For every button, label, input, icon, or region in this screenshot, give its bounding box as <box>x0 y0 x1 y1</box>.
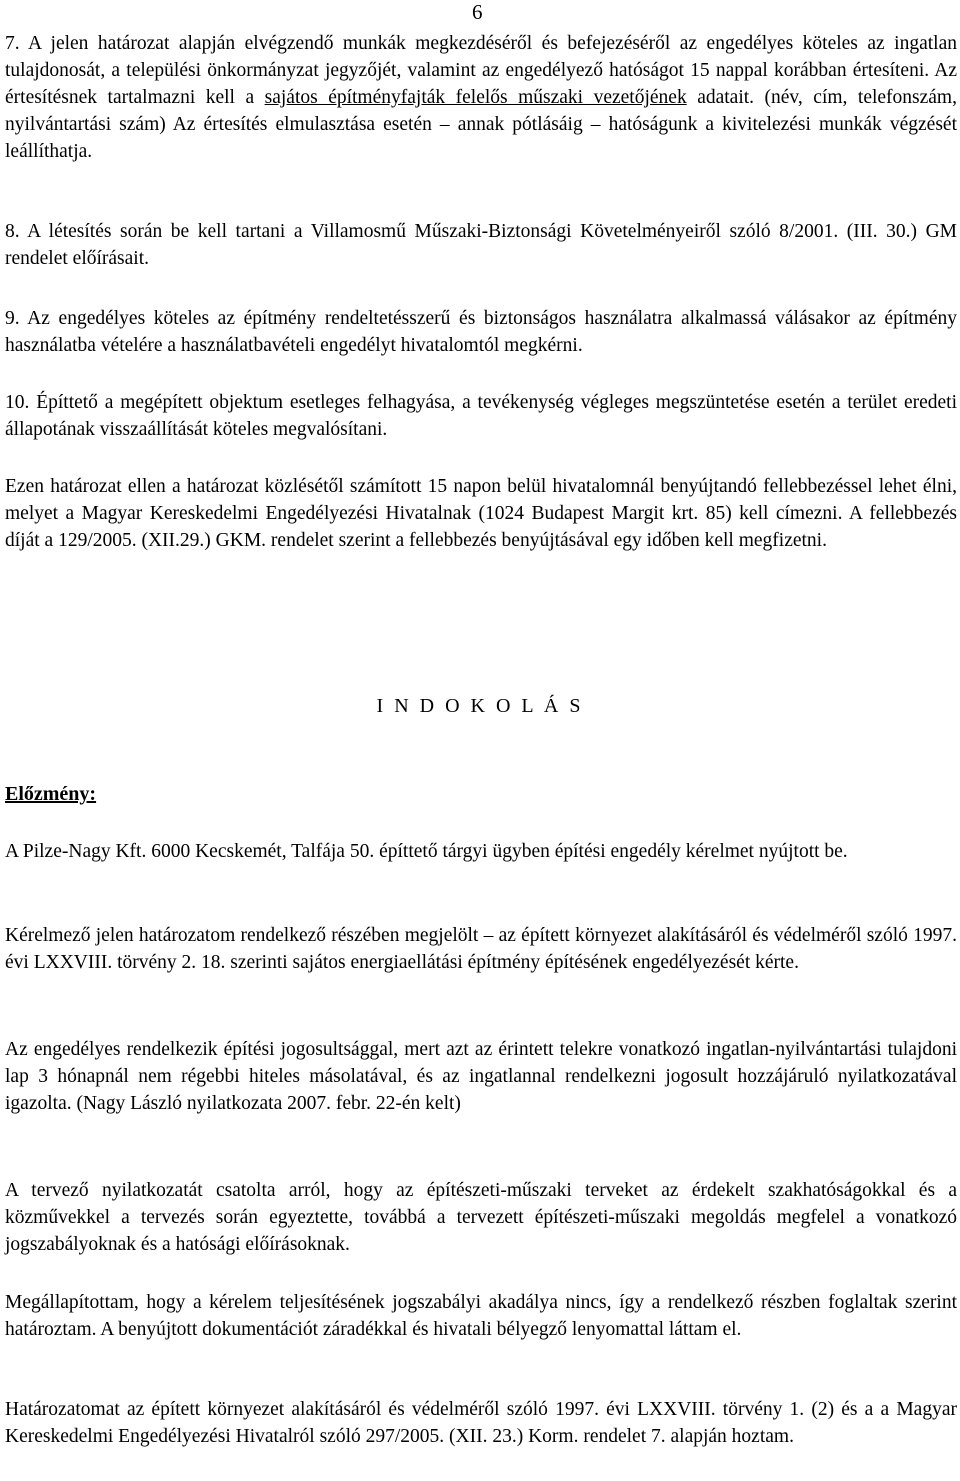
appeal-paragraph: Ezen határozat ellen a határozat közlésétől számított 15 napon belül hivatalomnál benyújtandó fellebbezéssel lehet élni, melyet a Magyar Kereskedelmi Engedélyezési Hivatalnak (1024 Budapest Margit krt. 85) kell címezni. A fellebbezés díját a 129/2005. (XII.29.) GKM. rendelet szerint a fellebbezés benyújtásával egy időben kell megfizetni. <box>5 476 957 551</box>
reasoning-paragraph-4: A tervező nyilatkozatát csatolta arról, hogy az építészeti-műszaki terveket az érdekelt szakhatóságokkal és a közművekkel a tervezés során egyeztette, továbbá a tervezett építészeti-műszaki megoldás megfelel a vonatkozó jogszabályoknak és a hatósági előírásoknak. <box>5 1180 957 1255</box>
underlined-phrase: sajátos építményfajták felelős műszaki vezetőjének <box>264 87 687 108</box>
paragraph-9: 9. Az engedélyes köteles az építmény rendeltetésszerű és biztonságos használatra alkalmassá válásakor az építmény használatba vételére a használatbavételi engedélyt hivatalomtól megkérni. <box>5 308 957 356</box>
paragraph-8: 8. A létesítés során be kell tartani a Villamosmű Műszaki-Biztonsági Követelményeiről szóló 8/2001. (III. 30.) GM rendelet előírásait. <box>5 221 957 269</box>
reasoning-paragraph-3: Az engedélyes rendelkezik építési jogosultsággal, mert azt az érintett telekre vonatkozó ingatlan-nyilvántartási tulajdoni lap 3 hónapnál nem régebbi hiteles másolatával, és az ingatlannal rendelkezni jogosult hozzájáruló nyilatkozatával igazolta. (Nagy László nyilatkozata 2007. febr. 22-én kelt) <box>5 1039 957 1114</box>
reasoning-paragraph-1: A Pilze-Nagy Kft. 6000 Kecskemét, Talfája 50. építtető tárgyi ügyben építési engedély kérelmet nyújtott be. <box>5 841 848 862</box>
section-title: I N D O K O L Á S <box>376 695 584 717</box>
paragraph-7-start: 7. A jelen határozat alapján elvégzendő munkák megkezdéséről és befejezéséről az engedélyes köteles az ingatlan tulajdonosát, a települési önkormányzat jegyzőjét, valamint az engedélyező hatóságot 15 nappal korábban értesíteni. Az értesítésnek tartalmazni kell a <box>5 33 957 108</box>
page-number: 6 <box>472 0 483 24</box>
paragraph-10: 10. Építtető a megépített objektum esetleges felhagyása, a tevékenység végleges megszüntetése esetén a terület eredeti állapotának visszaállítását köteles megvalósítani. <box>5 392 957 440</box>
reasoning-paragraph-2: Kérelmező jelen határozatom rendelkező részében megjelölt – az épített környezet alakításáról és védelméről szóló 1997. évi LXXVIII. törvény 2. 18. szerinti sajátos energiaellátási építmény építésének engedélyezését kérte. <box>5 925 957 973</box>
paragraph-7-end: adatait. (név, cím, telefonszám, nyilvántartási szám) Az értesítés elmulasztása esetén – annak pótlásáig – hatóságunk a kivitelezési munkák végzését leállíthatja. <box>5 87 957 162</box>
reasoning-paragraph-6: Határozatomat az épített környezet alakításáról és védelméről szóló 1997. évi LXXVIII. törvény 1. (2) és a a Magyar Kereskedelmi Engedélyezési Hivatalról szóló 297/2005. (XII. 23.) Korm. rendelet 7. alapján hoztam. <box>5 1399 957 1447</box>
reasoning-paragraph-5: Megállapítottam, hogy a kérelem teljesítésének jogszabályi akadálya nincs, így a rendelkező részben foglaltak szerint határoztam. A benyújtott dokumentációt záradékkal és hivatali bélyegző lenyomattal láttam el. <box>5 1292 957 1340</box>
paragraph-7 <box>5 30 957 165</box>
antecedent-heading: Előzmény: <box>5 783 97 805</box>
